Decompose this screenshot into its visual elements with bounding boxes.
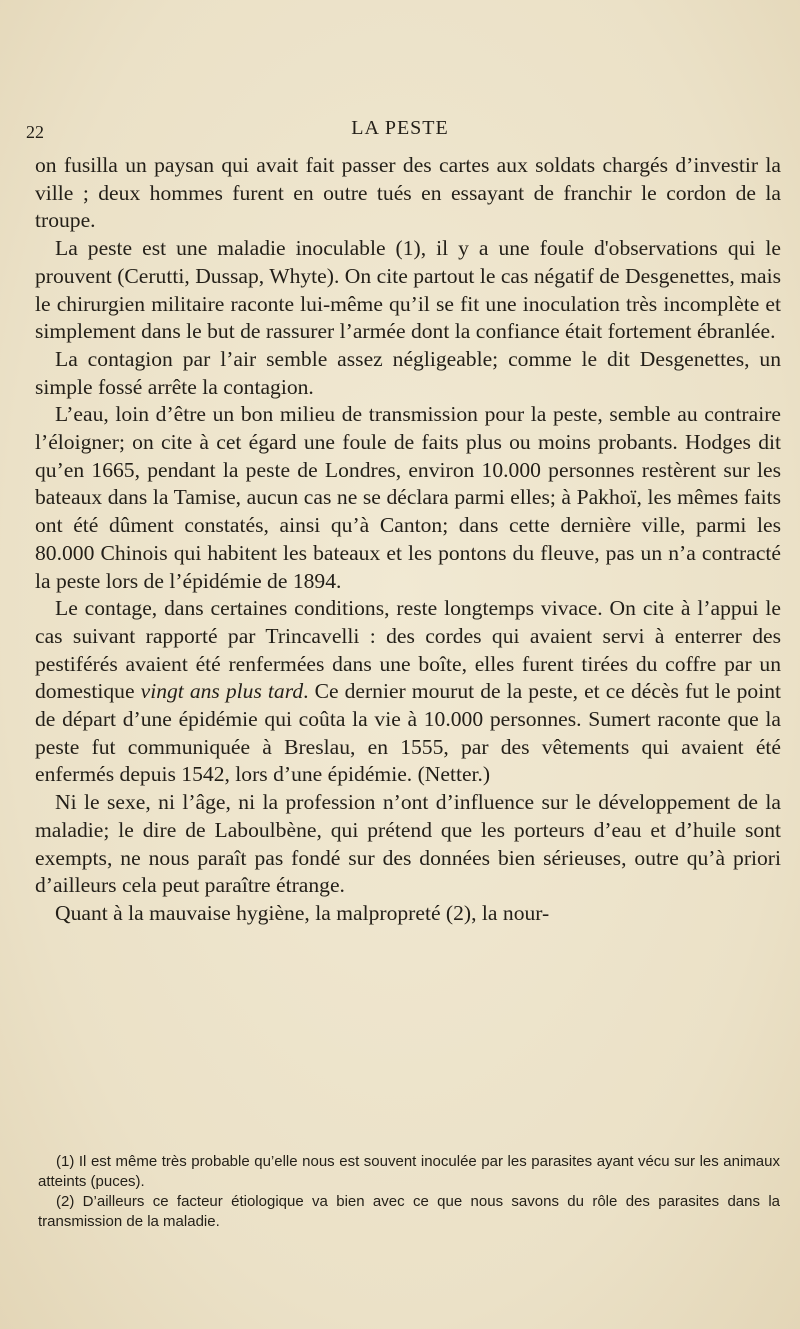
paragraph: La contagion par l’air semble assez négligeable; comme le dit Desgenettes, un simple fossé arrête la contagion. — [35, 346, 781, 399]
footnote: (2) D’ailleurs ce facteur étiologique va bien avec ce que nous savons du rôle des parasites dans la transmission de la maladie. — [38, 1193, 780, 1230]
paragraph — [35, 595, 781, 789]
paragraph-text: . Ce dernier mourut de la peste, et ce décès fut le point de départ d’une épidémie qui coûta la vie à 10.000 personnes. Sumert raconte que la peste fut communiquée à Breslau, en 1555, par des vêtements qui avaient été enfermés depuis 1542, lors d’une épidémie. (Netter.) — [35, 679, 781, 787]
paragraph: L’eau, loin d’être un bon milieu de transmission pour la peste, semble au contraire l’éloigner; on cite à cet égard une foule de faits plus ou moins probants. Hodges dit qu’en 1665, pendant la peste de Londres, environ 10.000 personnes restèrent sur les bateaux dans la Tamise, aucun cas ne se déclara parmi elles; à Pakhoï, les mêmes faits ont été dûment constatés, ainsi qu’à Canton; dans cette dernière ville, parmi les 80.000 Chinois qui habitent les bateaux et les pontons du fleuve, pas un n’a contracté la peste lors de l’épidémie de 1894. — [35, 402, 781, 593]
paragraph: La peste est une maladie inoculable (1), il y a une foule d'observations qui le prouvent (Cerutti, Dussap, Whyte). On cite partout le cas négatif de Desgenettes, mais le chirurgien militaire raconte lui-même qu’il se fit une inoculation très incomplète et simplement dans le but de rassurer l’armée dont la confiance était fortement ébranlée. — [35, 236, 781, 344]
footnote: (1) Il est même très probable qu’elle nous est souvent inoculée par les parasites ayant vécu sur les animaux atteints (puces). — [38, 1153, 780, 1190]
page-number: 22 — [26, 122, 44, 142]
paragraph-text: Le contage, dans certaines conditions, reste longtemps vivace. On cite à l’appui le cas suivant rapporté par Trincavelli : des cordes qui avaient servi à enterrer des pestiférés avaient été renfermées dans une boîte, elles furent tirées du coffre par un domestique — [35, 596, 781, 704]
paragraph: Ni le sexe, ni l’âge, ni la profession n’ont d’influence sur le développement de la maladie; le dire de Laboulbène, qui prétend que les porteurs d’eau et d’huile sont exempts, ne nous paraît pas fondé sur des données bien sérieuses, outre qu’à priori d’ailleurs cela peut paraître étrange. — [35, 790, 781, 898]
paragraph: on fusilla un paysan qui avait fait passer des cartes aux soldats chargés d’investir la ville ; deux hommes furent en outre tués en essayant de franchir le cordon de la troupe. — [35, 153, 781, 233]
paragraph: Quant à la mauvaise hygiène, la malpropreté (2), la nour- — [55, 900, 550, 925]
running-head: LA PESTE — [351, 117, 449, 139]
emphasis: vingt ans plus tard — [140, 679, 304, 704]
footnotes — [38, 1152, 780, 1232]
body-text — [35, 152, 781, 928]
